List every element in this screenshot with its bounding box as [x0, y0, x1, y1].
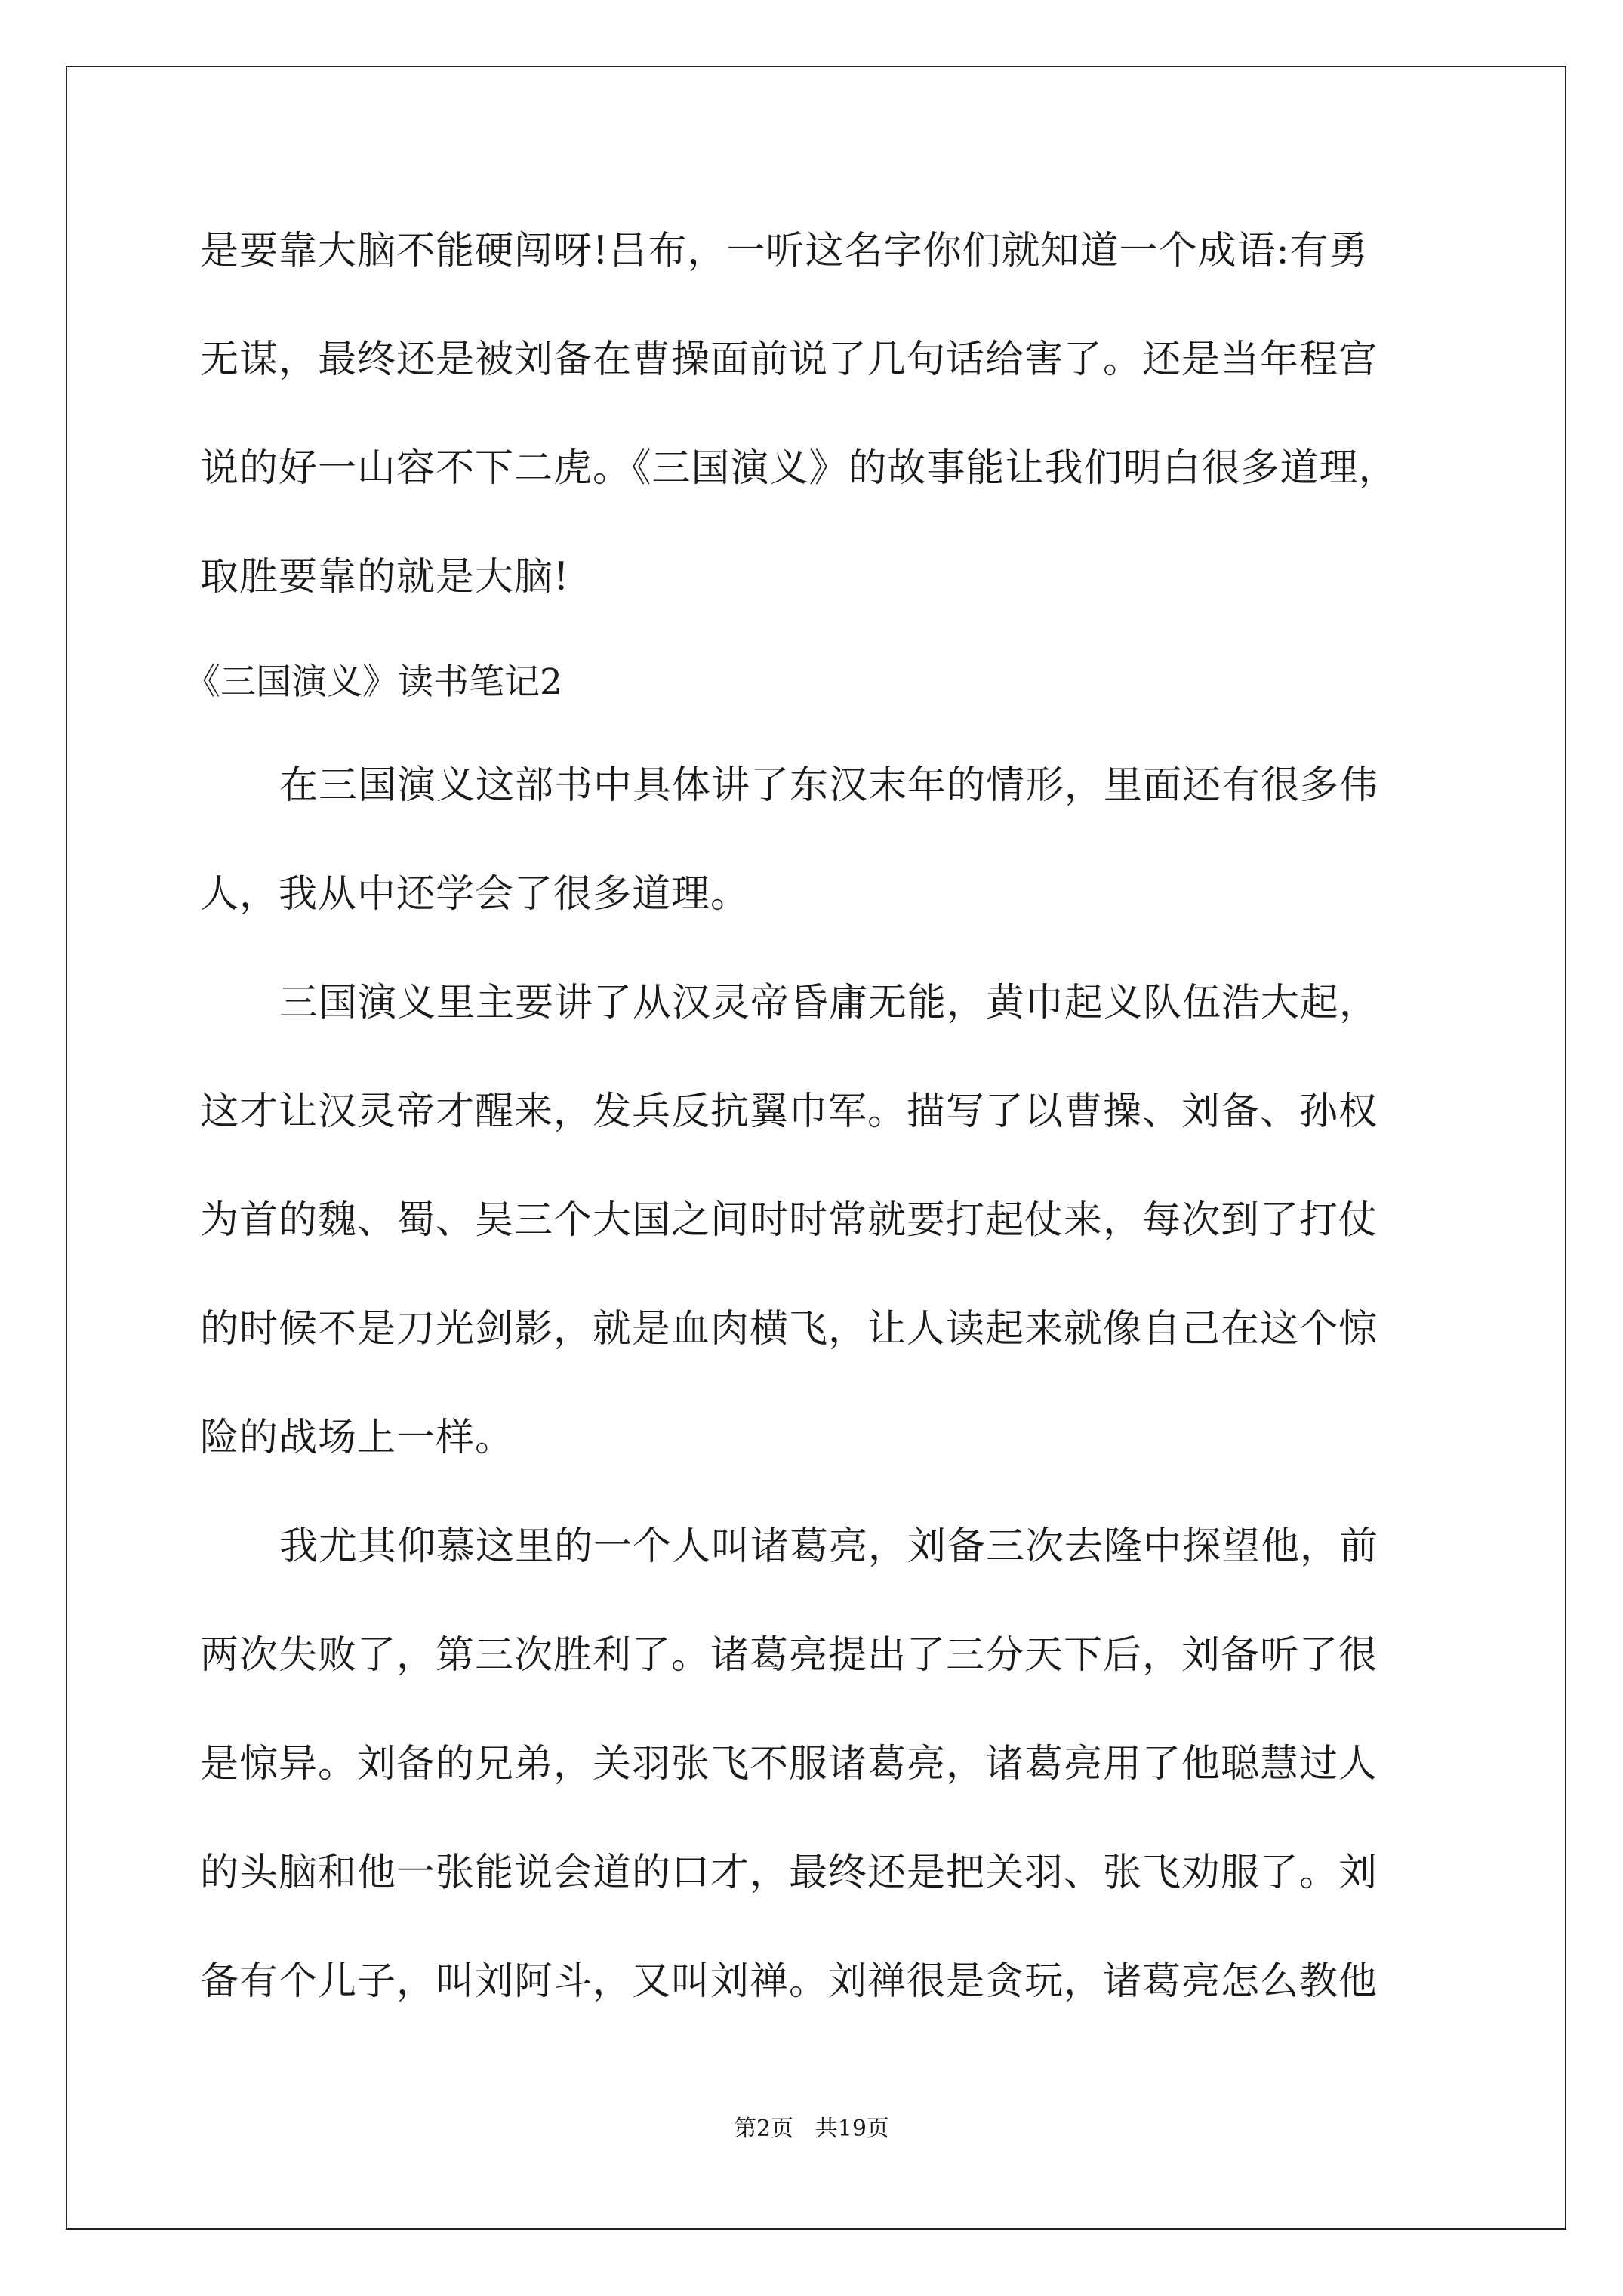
- paragraph-2-line-5: 险的战场上一样。: [200, 1416, 515, 1460]
- body-line-3: 说的好一山容不下二虎。《三国演义》的故事能让我们明白很多道理，: [200, 446, 1398, 491]
- paragraph-2-line-4: 的时候不是刀光剑影，就是血肉横飞，让人读起来就像自己在这个惊: [200, 1307, 1378, 1351]
- body-line-4: 取胜要靠的就是大脑!: [200, 555, 570, 599]
- paragraph-2-line-2: 这才让汉灵帝才醒来，发兵反抗翼巾军。描写了以曹操、刘备、孙权: [200, 1089, 1378, 1134]
- page-border: [66, 66, 1566, 2230]
- paragraph-3-line-5: 备有个儿子，叫刘阿斗，又叫刘禅。刘禅很是贪玩，诸葛亮怎么教他: [200, 1959, 1378, 2004]
- section-heading: 《三国演义》读书笔记2: [185, 661, 562, 703]
- paragraph-3-line-1: 我尤其仰慕这里的一个人叫诸葛亮，刘备三次去隆中探望他，前: [279, 1524, 1379, 1569]
- paragraph-3-line-4: 的头脑和他一张能说会道的口才，最终还是把关羽、张飞劝服了。刘: [200, 1851, 1378, 1895]
- paragraph-1-line-1: 在三国演义这部书中具体讲了东汉末年的情形，里面还有很多伟: [279, 763, 1379, 808]
- paragraph-1-line-2: 人，我从中还学会了很多道理。: [200, 872, 750, 917]
- body-line-2: 无谋，最终还是被刘备在曹操面前说了几句话给害了。还是当年程宫: [200, 337, 1378, 382]
- page-number-footer: 第2页 共19页: [734, 2116, 889, 2142]
- body-line-1: 是要靠大脑不能硬闯呀!吕布，一听这名字你们就知道一个成语:有勇: [200, 229, 1369, 273]
- paragraph-2-line-1: 三国演义里主要讲了从汉灵帝昏庸无能，黄巾起义队伍浩大起，: [279, 981, 1379, 1025]
- paragraph-2-line-3: 为首的魏、蜀、吴三个大国之间时时常就要打起仗来，每次到了打仗: [200, 1198, 1378, 1243]
- paragraph-3-line-3: 是惊异。刘备的兄弟，关羽张飞不服诸葛亮，诸葛亮用了他聪慧过人: [200, 1742, 1378, 1786]
- paragraph-3-line-2: 两次失败了，第三次胜利了。诸葛亮提出了三分天下后，刘备听了很: [200, 1633, 1378, 1678]
